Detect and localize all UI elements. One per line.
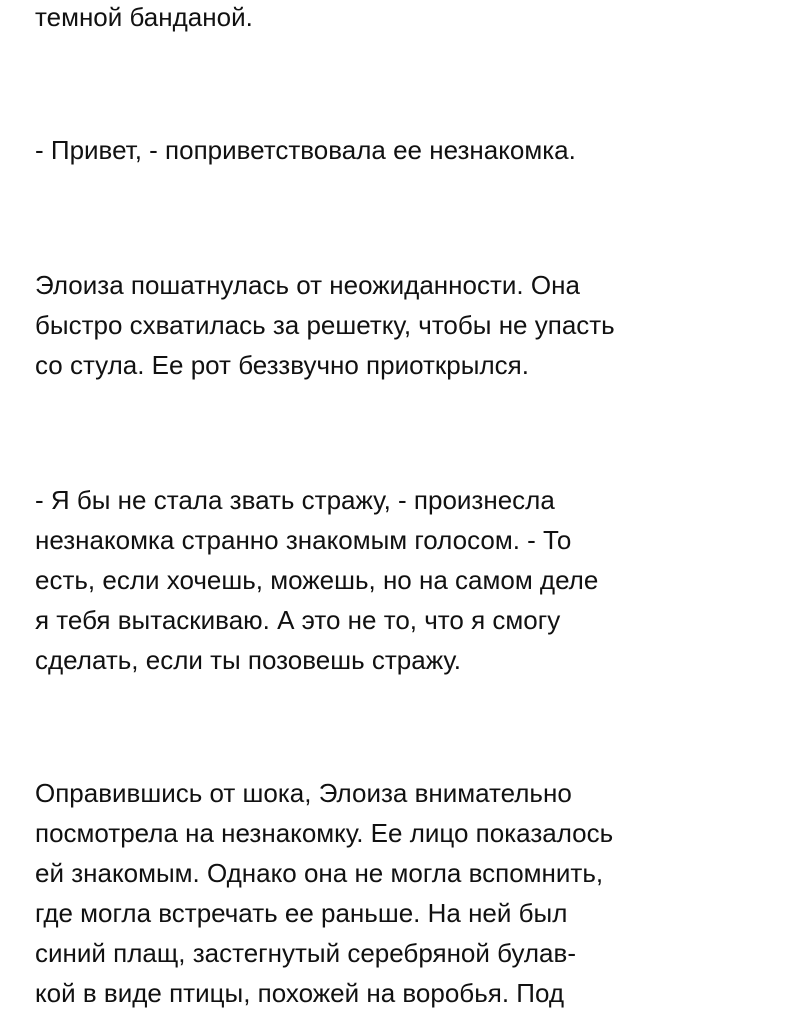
text-line: ей знакомым. Однако она не могла вспомнить, [35, 858, 604, 888]
paragraph-4 [35, 773, 613, 1013]
paragraph-0 [35, 0, 253, 37]
text-line: - Я бы не стала звать стражу, - произнесла [35, 485, 555, 515]
text-line: Оправившись от шока, Элоиза внимательно [35, 778, 572, 808]
text-line: посмотрела на незнакомку. Ее лицо показалось [35, 818, 614, 848]
text-line: я тебя вытаскиваю. А это не то, что я смогу [35, 605, 561, 635]
text-line: незнакомка странно знакомым голосом. - То [35, 525, 572, 555]
text-line: быстро схватилась за решетку, чтобы не упасть [35, 310, 615, 340]
text-line: синий плащ, застегнутый серебряной булав- [35, 938, 576, 968]
paragraph-2 [35, 265, 615, 385]
text-line: темной банданой. [35, 2, 253, 32]
text-line: где могла встречать ее раньше. На ней был [35, 898, 568, 928]
paragraph-3 [35, 480, 598, 680]
text-line: со стула. Ее рот беззвучно приоткрылся. [35, 350, 529, 380]
text-line: кой в виде птицы, похожей на воробья. Под [35, 978, 565, 1008]
text-line: Элоиза пошатнулась от неожиданности. Она [35, 270, 580, 300]
text-line: сделать, если ты позовешь стражу. [35, 645, 462, 675]
text-line: - Привет, - поприветствовала ее незнакомка. [35, 135, 576, 165]
text-line: есть, если хочешь, можешь, но на самом деле [35, 565, 599, 595]
paragraph-1 [35, 130, 576, 170]
